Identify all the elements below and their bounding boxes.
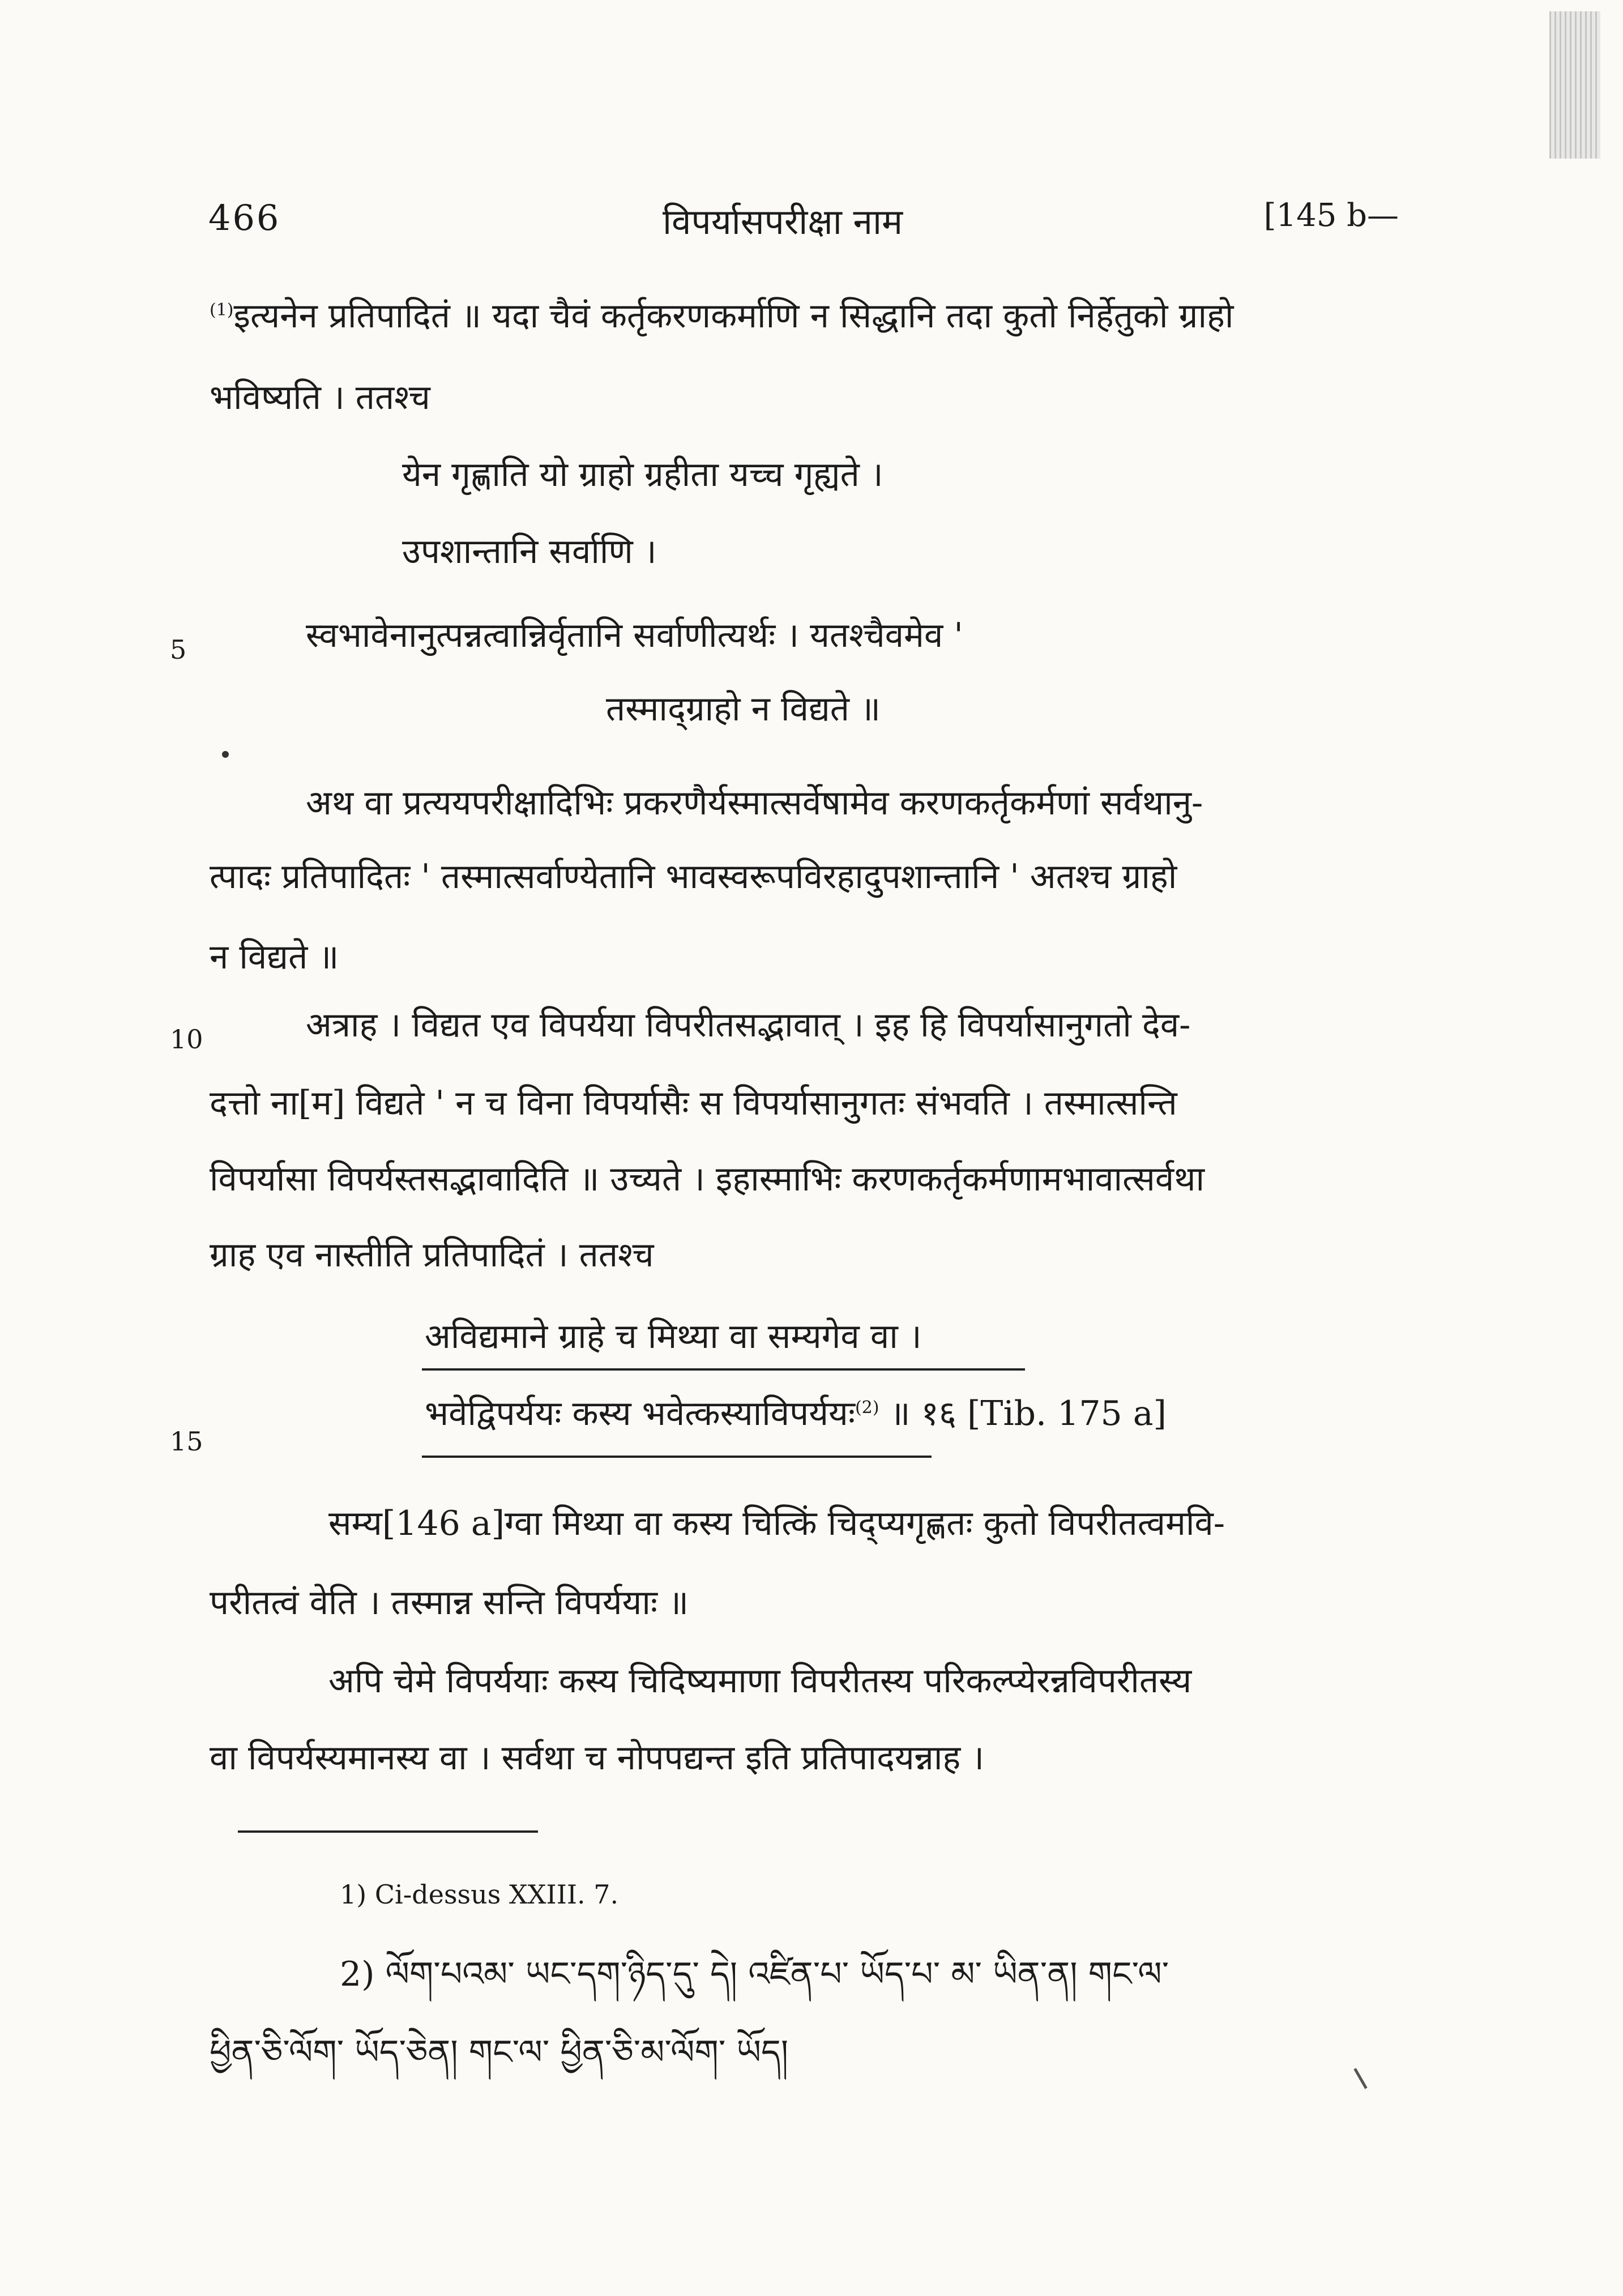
text-line-7: अथ वा प्रत्ययपरीक्षादिभिः प्रकरणैर्यस्मात्सर्वेषामेव करणकर्तृकर्मणां सर्वथानु- (306, 783, 1203, 823)
text-line-1 (210, 296, 1234, 336)
text-line-12: विपर्यासा विपर्यस्तसद्भावादिति ॥ उच्यते । इहास्माभिः करणकर्तृकर्मणामभावात्सर्वथा (210, 1159, 1205, 1199)
text-line-19: वा विपर्यस्यमानस्य वा । सर्वथा च नोपपद्यन्त इति प्रतिपादयन्नाह । (210, 1738, 985, 1778)
verse-line-5-text: भवेद्विपर्ययः कस्य भवेत्कस्याविपर्ययः (425, 1394, 855, 1433)
footnote-2: 2) ལོག་པའམ་ ཡང་དག་ཉིད་དུ་ དེ། འཛིན་པ་ ཡོད་པ་ མ་ ཡིན་ན། གང་ལ་ (340, 1954, 1169, 1994)
verse-line-2: उपशान्तानि सर्वाणि । (402, 532, 657, 571)
footnote-2-continued: ཕྱིན་ཅི་ལོག་ ཡོད་ཅེན། གང་ལ་ ཕྱིན་ཅི་མ་ལོག་ ཡོད། (210, 2033, 789, 2072)
line-number-5: 5 (170, 634, 187, 665)
stray-mark (1353, 2068, 1367, 2089)
verse-line-3: तस्माद्ग्राहो न विद्यते ॥ (606, 689, 881, 729)
footnote-mark-1: (1) (210, 300, 234, 320)
running-title: विपर्यासपरीक्षा नाम (663, 201, 903, 242)
ink-dot (222, 751, 229, 758)
page-number: 466 (208, 197, 281, 238)
text-line-17: परीतत्वं वेति । तस्मान्न सन्ति विपर्ययाः ॥ (210, 1583, 689, 1623)
text-line-13: ग्राह एव नास्तीति प्रतिपादितं । ततश्च (210, 1235, 654, 1275)
line-number-15: 15 (170, 1426, 203, 1457)
text-line-16: सम्य[146 a]ग्वा मिथ्या वा कस्य चित्किं चिद्प्यगृह्णतः कुतो विपरीतत्वमवि- (328, 1504, 1225, 1543)
text-line-5: स्वभावेनानुत्पन्नत्वान्निर्वृतानि सर्वाणीत्यर्थः । यतश्चैवमेव ' (306, 616, 963, 655)
verse-number-ref: ॥ १६ [Tib. 175 a] (890, 1394, 1167, 1433)
verse-line-5 (425, 1394, 1167, 1433)
line-number-10: 10 (170, 1024, 203, 1055)
text-line-11: दत्तो ना[म] विद्यते ' न च विना विपर्यासैः स विपर्यासानुगतः संभवति । तस्मात्सन्ति (210, 1083, 1177, 1123)
page-edge-shadow (1549, 11, 1600, 159)
footnote-1: 1) Ci-dessus XXIII. 7. (340, 1879, 619, 1910)
folio-reference: [145 b— (1263, 197, 1399, 234)
text-line-1-content: इत्यनेन प्रतिपादितं ॥ यदा चैवं कर्तृकरणकर्माणि न सिद्धानि तदा कुतो निर्हेतुको ग्राहो (233, 296, 1234, 336)
verse-underline-2 (422, 1456, 932, 1458)
text-line-2: भविष्यति । ततश्च (210, 378, 430, 417)
text-line-10: अत्राह । विद्यत एव विपर्यया विपरीतसद्भावात् । इह हि विपर्यासानुगतो देव- (306, 1005, 1191, 1045)
footnote-divider (238, 1830, 538, 1833)
text-line-9: न विद्यते ॥ (210, 937, 339, 977)
verse-line-1: येन गृह्णाति यो ग्राहो ग्रहीता यच्च गृह्यते । (402, 455, 883, 494)
text-line-8: त्पादः प्रतिपादितः ' तस्मात्सर्वाण्येतानि भावस्वरूपविरहादुपशान्तानि ' अतश्च ग्राहो (210, 857, 1177, 897)
verse-line-4: अविद्यमाने ग्राहे च मिथ्या वा सम्यगेव वा । (425, 1317, 922, 1356)
text-line-18: अपि चेमे विपर्ययाः कस्य चिदिष्यमाणा विपरीतस्य परिकल्प्येरन्नविपरीतस्य (328, 1661, 1192, 1701)
verse-underline-1 (422, 1368, 1025, 1371)
footnote-mark-2: (2) (855, 1398, 879, 1418)
